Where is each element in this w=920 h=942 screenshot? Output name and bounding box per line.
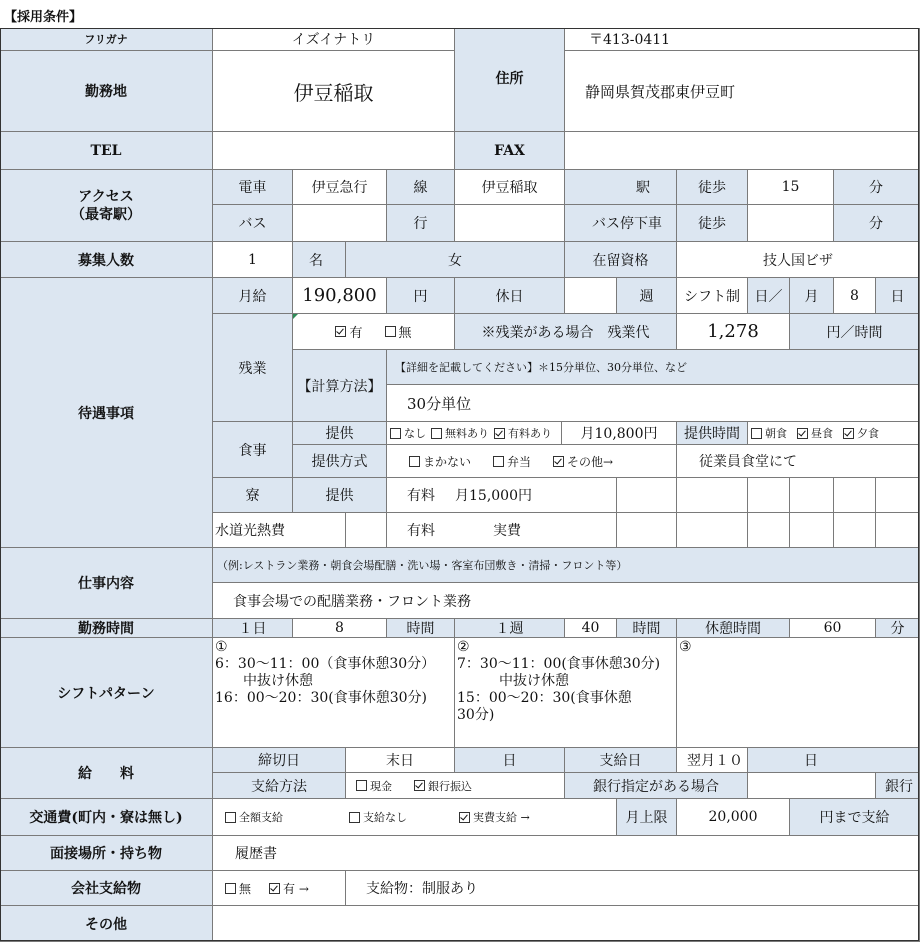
supply-value[interactable]: 支給物：制服あり — [346, 871, 920, 906]
transport-actual-checkbox[interactable] — [459, 812, 470, 823]
supply-options — [213, 871, 346, 906]
shift-2-line-2: 7：30～11：00(食事休憩30分) — [457, 656, 661, 672]
shift-pattern-1[interactable] — [213, 638, 455, 748]
makanai-checkbox[interactable] — [409, 456, 420, 467]
pay-method-options — [346, 773, 565, 799]
meal-other-label: その他→ — [567, 454, 614, 469]
supply-yes-checkbox[interactable] — [269, 883, 280, 894]
shift-2-line-3: 中抜け休憩 — [457, 673, 569, 689]
day-per-label: 日／ — [748, 278, 790, 314]
supply-yes-label: 有 → — [283, 881, 309, 896]
cutoff-day-unit: 日 — [455, 748, 565, 773]
calc-method-label: 【計算方法】 — [293, 350, 387, 422]
holiday-label: 休日 — [455, 278, 565, 314]
section-title: 【採用条件】 — [4, 10, 83, 25]
overtime-note: ※残業がある場合 残業代 — [455, 314, 677, 350]
supply-no-label: 無 — [239, 881, 252, 896]
meal-free-checkbox[interactable] — [431, 428, 442, 439]
walk-label-2: 徒歩 — [677, 205, 748, 242]
transport-options — [213, 799, 617, 836]
shift-pattern-3[interactable] — [677, 638, 920, 748]
payday-label: 支給日 — [565, 748, 677, 773]
fax-label: FAX — [455, 132, 565, 170]
workplace-label: 勤務地 — [0, 51, 213, 132]
dorm-value[interactable] — [387, 478, 617, 513]
overtime-pay-unit: 円／時間 — [790, 314, 920, 350]
utility-actual: 実費 — [493, 523, 521, 539]
utility-label: 水道光熱費 — [213, 513, 346, 548]
payday-day-unit: 日 — [748, 748, 920, 773]
workplace-value[interactable]: 伊豆稲取 — [213, 51, 455, 132]
meal-price[interactable]: 月10,800円 — [562, 422, 677, 445]
dorm-label: 寮 — [213, 478, 293, 513]
bank-suffix: 銀行 — [876, 773, 920, 799]
cash-checkbox[interactable] — [356, 780, 367, 791]
overtime-yes-label: 有 — [349, 326, 363, 341]
utility-empty-5 — [834, 513, 876, 548]
utility-empty-3 — [748, 513, 790, 548]
utility-paid: 有料 — [407, 523, 435, 539]
calc-method-hint: 【詳細を記載してください】＊15分単位、30分単位、など — [387, 350, 920, 385]
dorm-empty-3 — [748, 478, 790, 513]
week-label: 週 — [617, 278, 677, 314]
job-example: （例:レストラン業務・朝食会場配膳・洗い場・客室布団敷き・清掃・フロント等） — [213, 548, 920, 583]
shift-label: シフトパターン — [0, 638, 213, 748]
break-minutes[interactable]: 60 — [790, 619, 876, 638]
transport-none-label: 支給なし — [363, 811, 407, 824]
per-week-label: １週 — [455, 619, 565, 638]
walk-minutes-2[interactable] — [748, 205, 834, 242]
transport-limit-label: 月上限 — [617, 799, 677, 836]
breakfast-checkbox[interactable] — [751, 428, 762, 439]
cutoff-value[interactable]: 末日 — [346, 748, 455, 773]
lunch-label: 昼食 — [811, 427, 833, 440]
minutes-label-2: 分 — [834, 205, 920, 242]
transport-label: 交通費(町内・寮は無し) — [0, 799, 213, 836]
meal-time-label: 提供時間 — [677, 422, 748, 445]
minute-unit: 分 — [876, 619, 920, 638]
supply-label: 会社支給物 — [0, 871, 213, 906]
cutoff-label: 締切日 — [213, 748, 346, 773]
bank-name[interactable] — [748, 773, 876, 799]
walk-label: 徒歩 — [677, 170, 748, 205]
dorm-empty-5 — [834, 478, 876, 513]
train-label: 電車 — [213, 170, 293, 205]
utility-empty-4 — [790, 513, 834, 548]
hour-unit: 時間 — [387, 619, 455, 638]
recruit-count-label: 募集人数 — [0, 242, 213, 278]
hour-unit-2: 時間 — [617, 619, 677, 638]
access-label — [0, 170, 213, 242]
bento-checkbox[interactable] — [493, 456, 504, 467]
shift-pattern-2[interactable] — [455, 638, 677, 748]
line-label: 線 — [387, 170, 455, 205]
person-unit: 名 — [293, 242, 346, 278]
interview-value[interactable]: 履歴書 — [213, 836, 920, 871]
pay-method-label: 支給方法 — [213, 773, 346, 799]
dorm-paid: 有料 — [407, 488, 435, 504]
meal-label: 食事 — [213, 422, 293, 478]
recruitment-conditions-table — [0, 28, 920, 942]
overtime-yes-checkbox[interactable] — [335, 326, 346, 337]
bank-transfer-label: 銀行振込 — [428, 779, 472, 793]
makanai-label: まかない — [423, 454, 472, 469]
overtime-pay[interactable]: 1,278 — [677, 314, 790, 350]
shift-2-line-4: 15：00～20：30(食事休憩 — [457, 690, 632, 706]
utility-empty-6 — [876, 513, 920, 548]
bank-note: 銀行指定がある場合 — [565, 773, 748, 799]
station-label: 駅 — [565, 170, 677, 205]
pay-label: 給 料 — [0, 748, 213, 799]
overtime-no-label: 無 — [398, 326, 412, 341]
furigana-value[interactable]: イズイナトリ — [213, 28, 455, 51]
monthly-salary[interactable]: 190,800 — [293, 278, 387, 314]
supply-no-checkbox[interactable] — [225, 883, 236, 894]
meal-charge-label: 有料あり — [508, 427, 552, 440]
bus-label: バス — [213, 205, 293, 242]
shift-1-line-2: 6：30～11：00（食事休憩30分） — [215, 656, 436, 672]
transport-full-checkbox[interactable] — [225, 812, 236, 823]
access-label-line1: アクセス — [78, 188, 134, 205]
meal-provide-label: 提供 — [293, 422, 387, 445]
cash-label: 現金 — [370, 779, 392, 793]
address-label-text: 住所 — [495, 71, 524, 87]
meal-method-label: 提供方式 — [293, 445, 387, 478]
yen-label: 円 — [387, 278, 455, 314]
shift-1-line-4: 16：00～20：30(食事休憩30分) — [215, 690, 427, 706]
minutes-label: 分 — [834, 170, 920, 205]
station-name[interactable]: 伊豆稲取 — [455, 170, 565, 205]
utility-empty-2 — [677, 513, 748, 548]
treatment-label: 待遇事項 — [0, 278, 213, 548]
transport-limit-unit: 円まで支給 — [790, 799, 920, 836]
recruit-count[interactable]: 1 — [213, 242, 293, 278]
month-label: 月 — [790, 278, 834, 314]
overtime-no-checkbox[interactable] — [385, 326, 396, 337]
holidays-per-month[interactable]: 8 — [834, 278, 876, 314]
train-line-name[interactable]: 伊豆急行 — [293, 170, 387, 205]
hours-label: 勤務時間 — [0, 619, 213, 638]
dorm-empty-4 — [790, 478, 834, 513]
shift-2-line-1: ② — [457, 639, 470, 655]
hours-per-week[interactable]: 40 — [565, 619, 617, 638]
shift-1-line-1: ① — [215, 639, 228, 655]
address-label — [455, 28, 565, 132]
shift-2-line-5: 30分) — [457, 707, 495, 723]
overtime-options — [293, 314, 455, 350]
meal-method-options — [387, 445, 677, 478]
dorm-price: 月15,000円 — [455, 488, 532, 504]
shift-1-line-3: 中抜け休憩 — [215, 673, 313, 689]
interview-label: 面接場所・持ち物 — [0, 836, 213, 871]
furigana-label: フリガナ — [0, 28, 213, 51]
address-value[interactable]: 静岡県賀茂郡東伊豆町 — [565, 51, 920, 132]
transport-actual-label: 実費支給 → — [473, 811, 530, 824]
bus-stop-name[interactable] — [455, 205, 565, 242]
access-label-line2: （最寄駅） — [71, 206, 141, 223]
job-value[interactable]: 食事会場での配膳業務・フロント業務 — [213, 583, 920, 619]
residence-status[interactable]: 技人国ビザ — [677, 242, 920, 278]
overtime-label: 残業 — [213, 314, 293, 422]
hours-per-day[interactable]: 8 — [293, 619, 387, 638]
walk-minutes[interactable]: 15 — [748, 170, 834, 205]
tel-value[interactable] — [213, 132, 455, 170]
holiday-value[interactable] — [565, 278, 617, 314]
other-value[interactable] — [213, 906, 920, 942]
bento-label: 弁当 — [507, 454, 532, 469]
bus-stop-label: バス停下車 — [565, 205, 677, 242]
shift-system[interactable]: シフト制 — [677, 278, 748, 314]
meal-other-checkbox[interactable] — [553, 456, 564, 467]
dorm-empty-1 — [617, 478, 677, 513]
postal-code[interactable]: 〒413-0411 — [565, 28, 920, 51]
dinner-label: 夕食 — [857, 427, 879, 440]
dorm-empty-6 — [876, 478, 920, 513]
transport-full-label: 全額支給 — [239, 811, 283, 824]
tel-label: TEL — [0, 132, 213, 170]
shift-3-line-1: ③ — [679, 639, 692, 655]
payday-value[interactable]: 翌月１０ — [677, 748, 748, 773]
meal-none-checkbox[interactable] — [390, 428, 401, 439]
lunch-checkbox[interactable] — [797, 428, 808, 439]
utility-empty-1 — [617, 513, 677, 548]
bank-transfer-checkbox[interactable] — [414, 780, 425, 791]
breakfast-label: 朝食 — [765, 427, 787, 440]
day-label: 日 — [876, 278, 920, 314]
bus-destination[interactable] — [293, 205, 387, 242]
transport-limit[interactable]: 20,000 — [677, 799, 790, 836]
bus-dest-label: 行 — [387, 205, 455, 242]
salary-label: 月給 — [213, 278, 293, 314]
meal-none-label: なし — [404, 427, 426, 440]
per-day-label: １日 — [213, 619, 293, 638]
meal-place[interactable]: 従業員食堂にて — [677, 445, 920, 478]
utility-value[interactable] — [387, 513, 617, 548]
meal-options — [387, 422, 562, 445]
dorm-empty-2 — [677, 478, 748, 513]
meal-charge-checkbox[interactable] — [494, 428, 505, 439]
meal-free-label: 無料あり — [445, 427, 489, 440]
gender[interactable]: 女 — [346, 242, 565, 278]
residence-status-label: 在留資格 — [565, 242, 677, 278]
transport-none-checkbox[interactable] — [349, 812, 360, 823]
calc-method-value[interactable]: 30分単位 — [387, 385, 920, 422]
break-label: 休憩時間 — [677, 619, 790, 638]
dorm-provide-label: 提供 — [293, 478, 387, 513]
utility-empty — [346, 513, 387, 548]
meal-time-options — [748, 422, 920, 445]
fax-value[interactable] — [565, 132, 920, 170]
dinner-checkbox[interactable] — [843, 428, 854, 439]
other-label: その他 — [0, 906, 213, 942]
job-label: 仕事内容 — [0, 548, 213, 619]
